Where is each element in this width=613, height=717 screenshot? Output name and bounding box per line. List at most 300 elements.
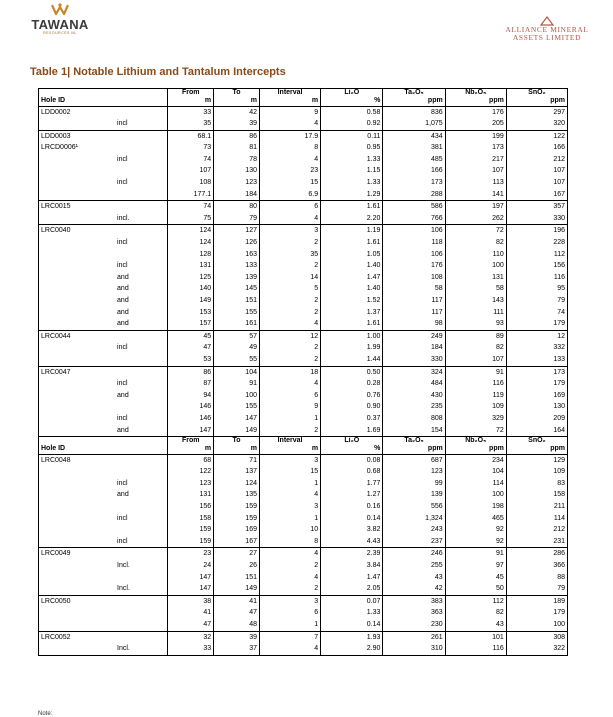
cell-nb2o5: 107 [445, 354, 506, 366]
table-row [39, 177, 568, 189]
cell-from: 94 [168, 390, 214, 402]
cell-hole-id [39, 154, 110, 166]
cell-ta2o5: 42 [383, 583, 445, 595]
cell-ta2o5: 108 [383, 272, 445, 284]
cell-li2o: 1.33 [321, 607, 383, 619]
cell-hole-id [39, 189, 110, 201]
cell-nb2o5: 119 [445, 390, 506, 402]
cell-interval: 9 [259, 401, 320, 413]
cell-li2o: 2.90 [321, 643, 383, 655]
header-sno2: ppm [506, 97, 567, 106]
cell-li2o: 1.40 [321, 260, 383, 272]
cell-nb2o5: 97 [445, 560, 506, 572]
cell-sno2: 196 [506, 225, 567, 237]
cell-interval: 18 [259, 366, 320, 378]
cell-li2o: 0.58 [321, 106, 383, 118]
cell-from: 45 [168, 330, 214, 342]
header-ta2o5: Ta₂O₅ [383, 437, 445, 446]
cell-qualifier [109, 354, 168, 366]
cell-interval: 2 [259, 295, 320, 307]
cell-qualifier: incl [117, 344, 128, 352]
cell-nb2o5: 173 [445, 142, 506, 154]
cell-nb2o5: 197 [445, 201, 506, 213]
cell-li2o: 0.14 [321, 619, 383, 631]
table-row [39, 142, 568, 154]
cell-hole-id: LRC0040 [39, 225, 110, 237]
header-from: From [168, 437, 214, 446]
cell-from: 87 [168, 378, 214, 390]
cell-to: 47 [214, 607, 260, 619]
cell-hole-id [39, 560, 110, 572]
table-row [39, 501, 568, 513]
table-header-row-bottom [39, 445, 568, 454]
cell-ta2o5: 230 [383, 619, 445, 631]
cell-qualifier [109, 249, 168, 261]
table-row [39, 295, 568, 307]
cell-from: 124 [168, 225, 214, 237]
cell-li2o: 1.93 [321, 631, 383, 643]
cell-interval: 6.9 [259, 189, 320, 201]
header-sno2: SnO₂ [506, 437, 567, 446]
table-row [39, 478, 568, 490]
cell-hole-id: LRC0048 [39, 454, 110, 466]
cell-from: 153 [168, 307, 214, 319]
cell-qualifier: and [117, 285, 129, 293]
cell-ta2o5: 237 [383, 536, 445, 548]
cell-from: 122 [168, 466, 214, 478]
cell-ta2o5: 166 [383, 165, 445, 177]
cell-qualifier: and [117, 273, 129, 281]
cell-qualifier [109, 572, 168, 584]
cell-nb2o5: 114 [445, 478, 506, 490]
cell-ta2o5: 184 [383, 342, 445, 354]
cell-ta2o5: 484 [383, 378, 445, 390]
cell-ta2o5: 363 [383, 607, 445, 619]
cell-li2o: 0.11 [321, 130, 383, 142]
cell-li2o: 1.52 [321, 295, 383, 307]
cell-hole-id [39, 283, 110, 295]
cell-ta2o5: 173 [383, 177, 445, 189]
cell-from: 41 [168, 607, 214, 619]
cell-nb2o5: 50 [445, 583, 506, 595]
header-to: m [214, 445, 260, 454]
cell-interval: 2 [259, 583, 320, 595]
cell-to: 57 [214, 330, 260, 342]
cell-to: 81 [214, 142, 260, 154]
table-row [39, 225, 568, 237]
cell-to: 151 [214, 572, 260, 584]
cell-nb2o5: 82 [445, 237, 506, 249]
header-to: m [214, 97, 260, 106]
cell-to: 55 [214, 354, 260, 366]
cell-li2o: 2.39 [321, 548, 383, 560]
cell-hole-id: LRC0015 [39, 201, 110, 213]
cell-nb2o5: 205 [445, 118, 506, 130]
cell-hole-id [39, 536, 110, 548]
tawana-brand-text: TAWANA [31, 17, 89, 32]
cell-hole-id: LRC0044 [39, 330, 110, 342]
header-ta2o5: Ta₂O₅ [383, 89, 445, 98]
cell-qualifier [109, 524, 168, 536]
cell-to: 126 [214, 237, 260, 249]
cell-sno2: 297 [506, 106, 567, 118]
cell-hole-id [39, 572, 110, 584]
cell-nb2o5: 92 [445, 536, 506, 548]
cell-li2o: 0.95 [321, 142, 383, 154]
cell-hole-id [39, 524, 110, 536]
tawana-emblem-icon [50, 2, 70, 18]
cell-qualifier [109, 631, 168, 643]
intercepts-table-wrapper [38, 88, 568, 656]
cell-hole-id: LRC0047 [39, 366, 110, 378]
cell-hole-id [39, 466, 110, 478]
cell-to: 78 [214, 154, 260, 166]
cell-from: 68 [168, 454, 214, 466]
cell-from: 146 [168, 413, 214, 425]
cell-li2o: 0.16 [321, 501, 383, 513]
cell-hole-id [39, 342, 110, 354]
table-row [39, 106, 568, 118]
header-hole-id [39, 437, 110, 446]
cell-nb2o5: 104 [445, 466, 506, 478]
cell-from: 177.1 [168, 189, 214, 201]
cell-li2o: 0.14 [321, 513, 383, 525]
table-row [39, 513, 568, 525]
cell-from: 108 [168, 177, 214, 189]
tawana-sub-text: RESOURCES NL [43, 31, 77, 35]
cell-ta2o5: 98 [383, 318, 445, 330]
cell-interval: 14 [259, 272, 320, 284]
table-row [39, 572, 568, 584]
cell-ta2o5: 117 [383, 307, 445, 319]
cell-to: 159 [214, 501, 260, 513]
cell-qualifier [109, 366, 168, 378]
cell-nb2o5: 107 [445, 165, 506, 177]
cell-sno2: 169 [506, 390, 567, 402]
table-row [39, 201, 568, 213]
cell-sno2: 158 [506, 489, 567, 501]
cell-interval: 23 [259, 165, 320, 177]
cell-from: 68.1 [168, 130, 214, 142]
cell-interval: 6 [259, 201, 320, 213]
cell-qualifier [109, 466, 168, 478]
table-row [39, 354, 568, 366]
cell-nb2o5: 112 [445, 595, 506, 607]
cell-from: 53 [168, 354, 214, 366]
cell-hole-id: LDD0003 [39, 130, 110, 142]
cell-from: 157 [168, 318, 214, 330]
cell-sno2: 173 [506, 366, 567, 378]
intercepts-table-body [39, 89, 568, 656]
cell-sno2: 133 [506, 354, 567, 366]
table-row [39, 548, 568, 560]
cell-nb2o5: 131 [445, 272, 506, 284]
header-interval: Interval [259, 437, 320, 446]
cell-ta2o5: 1,324 [383, 513, 445, 525]
cell-nb2o5: 91 [445, 548, 506, 560]
cell-ta2o5: 58 [383, 283, 445, 295]
cell-interval: 17.9 [259, 130, 320, 142]
cell-sno2: 114 [506, 513, 567, 525]
cell-nb2o5: 72 [445, 225, 506, 237]
cell-sno2: 166 [506, 142, 567, 154]
cell-li2o: 0.92 [321, 118, 383, 130]
cell-ta2o5: 106 [383, 249, 445, 261]
cell-to: 135 [214, 489, 260, 501]
cell-li2o: 1.05 [321, 249, 383, 261]
cell-from: 131 [168, 489, 214, 501]
header-li2o: % [321, 445, 383, 454]
table-header-row-top [39, 437, 568, 446]
table-row [39, 237, 568, 249]
cell-from: 156 [168, 501, 214, 513]
cell-to: 151 [214, 295, 260, 307]
cell-qualifier [109, 142, 168, 154]
cell-ta2o5: 176 [383, 260, 445, 272]
cell-sno2: 83 [506, 478, 567, 490]
cell-sno2: 212 [506, 154, 567, 166]
alliance-logo [497, 16, 597, 42]
cell-to: 26 [214, 560, 260, 572]
cell-sno2: 286 [506, 548, 567, 560]
table-row [39, 272, 568, 284]
cell-sno2: 122 [506, 130, 567, 142]
cell-ta2o5: 485 [383, 154, 445, 166]
cell-ta2o5: 324 [383, 366, 445, 378]
header-ta2o5: ppm [383, 97, 445, 106]
cell-interval: 8 [259, 142, 320, 154]
cell-hole-id [39, 237, 110, 249]
header-sno2: ppm [506, 445, 567, 454]
cell-qualifier [109, 607, 168, 619]
cell-nb2o5: 45 [445, 572, 506, 584]
cell-qualifier: and [109, 425, 168, 437]
cell-interval: 2 [259, 260, 320, 272]
header-nb2o5: Nb₂O₅ [445, 437, 506, 446]
header-sno2: SnO₂ [506, 89, 567, 98]
header-qualifier [109, 437, 168, 446]
cell-sno2: 129 [506, 454, 567, 466]
cell-hole-id [39, 425, 110, 437]
cell-from: 47 [168, 619, 214, 631]
cell-to: 147 [214, 413, 260, 425]
cell-li2o: 0.90 [321, 401, 383, 413]
cell-sno2: 167 [506, 189, 567, 201]
cell-nb2o5: 101 [445, 631, 506, 643]
cell-sno2: 116 [506, 272, 567, 284]
cell-to: 145 [214, 283, 260, 295]
header-li2o: Li₂O [321, 89, 383, 98]
cell-to: 127 [214, 225, 260, 237]
cell-ta2o5: 139 [383, 489, 445, 501]
cell-nb2o5: 141 [445, 189, 506, 201]
header-from: m [168, 445, 214, 454]
cell-ta2o5: 255 [383, 560, 445, 572]
cell-nb2o5: 82 [445, 342, 506, 354]
cell-li2o: 0.07 [321, 595, 383, 607]
table-row [39, 560, 568, 572]
cell-qualifier: incl [117, 262, 128, 270]
header-hole-id: Hole ID [39, 97, 110, 106]
table-row [39, 401, 568, 413]
cell-to: 159 [214, 513, 260, 525]
cell-sno2: 330 [506, 213, 567, 225]
cell-from: 123 [168, 478, 214, 490]
cell-qualifier [109, 225, 168, 237]
cell-li2o: 1.15 [321, 165, 383, 177]
cell-li2o: 2.20 [321, 213, 383, 225]
table-row [39, 390, 568, 402]
table-row [39, 466, 568, 478]
table-row [39, 318, 568, 330]
cell-interval: 8 [259, 536, 320, 548]
cell-qualifier: and [117, 391, 129, 399]
cell-li2o: 1.47 [321, 572, 383, 584]
cell-li2o: 1.40 [321, 283, 383, 295]
cell-hole-id [39, 390, 110, 402]
cell-interval: 9 [259, 106, 320, 118]
table-row [39, 425, 568, 437]
cell-qualifier: Incl. [109, 643, 168, 655]
cell-interval: 2 [259, 560, 320, 572]
header-nb2o5: ppm [445, 445, 506, 454]
cell-from: 38 [168, 595, 214, 607]
cell-nb2o5: 92 [445, 524, 506, 536]
header-to: To [214, 437, 260, 446]
cell-hole-id [39, 272, 110, 284]
cell-nb2o5: 113 [445, 177, 506, 189]
cell-hole-id: LRC0050 [39, 595, 110, 607]
cell-to: 39 [214, 118, 260, 130]
cell-ta2o5: 430 [383, 390, 445, 402]
header-interval: m [259, 445, 320, 454]
table-row [39, 489, 568, 501]
cell-nb2o5: 199 [445, 130, 506, 142]
cell-li2o: 1.33 [321, 154, 383, 166]
cell-ta2o5: 118 [383, 237, 445, 249]
cell-li2o: 2.05 [321, 583, 383, 595]
cell-from: 74 [168, 201, 214, 213]
cell-hole-id [39, 413, 110, 425]
cell-from: 147 [168, 425, 214, 437]
header-hole-id [39, 89, 110, 98]
table-row [39, 366, 568, 378]
cell-li2o: 1.61 [321, 201, 383, 213]
cell-nb2o5: 110 [445, 249, 506, 261]
cell-sno2: 357 [506, 201, 567, 213]
cell-sno2: 109 [506, 466, 567, 478]
cell-interval: 7 [259, 631, 320, 643]
header-interval: Interval [259, 89, 320, 98]
cell-interval: 5 [259, 283, 320, 295]
cell-to: 39 [214, 631, 260, 643]
cell-interval: 6 [259, 390, 320, 402]
cell-sno2: 212 [506, 524, 567, 536]
cell-to: 49 [214, 342, 260, 354]
cell-ta2o5: 288 [383, 189, 445, 201]
cell-interval: 1 [259, 478, 320, 490]
cell-from: 128 [168, 249, 214, 261]
cell-qualifier [109, 595, 168, 607]
cell-ta2o5: 249 [383, 330, 445, 342]
cell-qualifier: Incl. [117, 561, 130, 569]
cell-hole-id [39, 177, 110, 189]
table-row [39, 454, 568, 466]
header-li2o: Li₂O [321, 437, 383, 446]
cell-sno2: 112 [506, 249, 567, 261]
cell-qualifier [109, 619, 168, 631]
cell-to: 161 [214, 318, 260, 330]
cell-to: 149 [214, 583, 260, 595]
cell-from: 159 [168, 524, 214, 536]
cell-from: 147 [168, 583, 214, 595]
cell-to: 41 [214, 595, 260, 607]
cell-hole-id [39, 619, 110, 631]
table-row [39, 118, 568, 130]
cell-qualifier [109, 165, 168, 177]
cell-to: 123 [214, 177, 260, 189]
cell-interval: 2 [259, 342, 320, 354]
header-to: To [214, 89, 260, 98]
cell-ta2o5: 235 [383, 401, 445, 413]
cell-qualifier: incl [117, 479, 128, 487]
cell-from: 75 [168, 213, 214, 225]
cell-nb2o5: 217 [445, 154, 506, 166]
cell-from: 73 [168, 142, 214, 154]
cell-ta2o5: 556 [383, 501, 445, 513]
cell-interval: 4 [259, 489, 320, 501]
cell-interval: 35 [259, 249, 320, 261]
table-row [39, 154, 568, 166]
header-nb2o5: Nb₂O₅ [445, 89, 506, 98]
table-header-row-bottom [39, 97, 568, 106]
cell-from: 158 [168, 513, 214, 525]
cell-to: 130 [214, 165, 260, 177]
cell-from: 47 [168, 342, 214, 354]
cell-from: 124 [168, 237, 214, 249]
cell-li2o: 0.76 [321, 390, 383, 402]
cell-interval: 3 [259, 454, 320, 466]
alliance-name-line1: ALLIANCE MINERAL [505, 25, 589, 34]
cell-qualifier: incl [117, 514, 128, 522]
cell-nb2o5: 58 [445, 283, 506, 295]
cell-from: 159 [168, 536, 214, 548]
cell-nb2o5: 100 [445, 260, 506, 272]
cell-ta2o5: 261 [383, 631, 445, 643]
cell-to: 27 [214, 548, 260, 560]
cell-sno2: 130 [506, 401, 567, 413]
cell-from: 131 [168, 260, 214, 272]
cell-li2o: 1.47 [321, 272, 383, 284]
cell-ta2o5: 43 [383, 572, 445, 584]
cell-hole-id [39, 583, 110, 595]
cell-sno2: 100 [506, 619, 567, 631]
cell-qualifier [109, 330, 168, 342]
cell-sno2: 332 [506, 342, 567, 354]
cell-interval: 2 [259, 307, 320, 319]
cell-nb2o5: 89 [445, 330, 506, 342]
cell-hole-id [39, 401, 110, 413]
cell-to: 42 [214, 106, 260, 118]
header-ta2o5: ppm [383, 445, 445, 454]
cell-nb2o5: 116 [445, 378, 506, 390]
cell-hole-id: LRCD0006¹ [39, 142, 110, 154]
table-row [39, 342, 568, 354]
cell-hole-id [39, 260, 110, 272]
cell-sno2: 308 [506, 631, 567, 643]
cell-nb2o5: 72 [445, 425, 506, 437]
cell-hole-id [39, 607, 110, 619]
